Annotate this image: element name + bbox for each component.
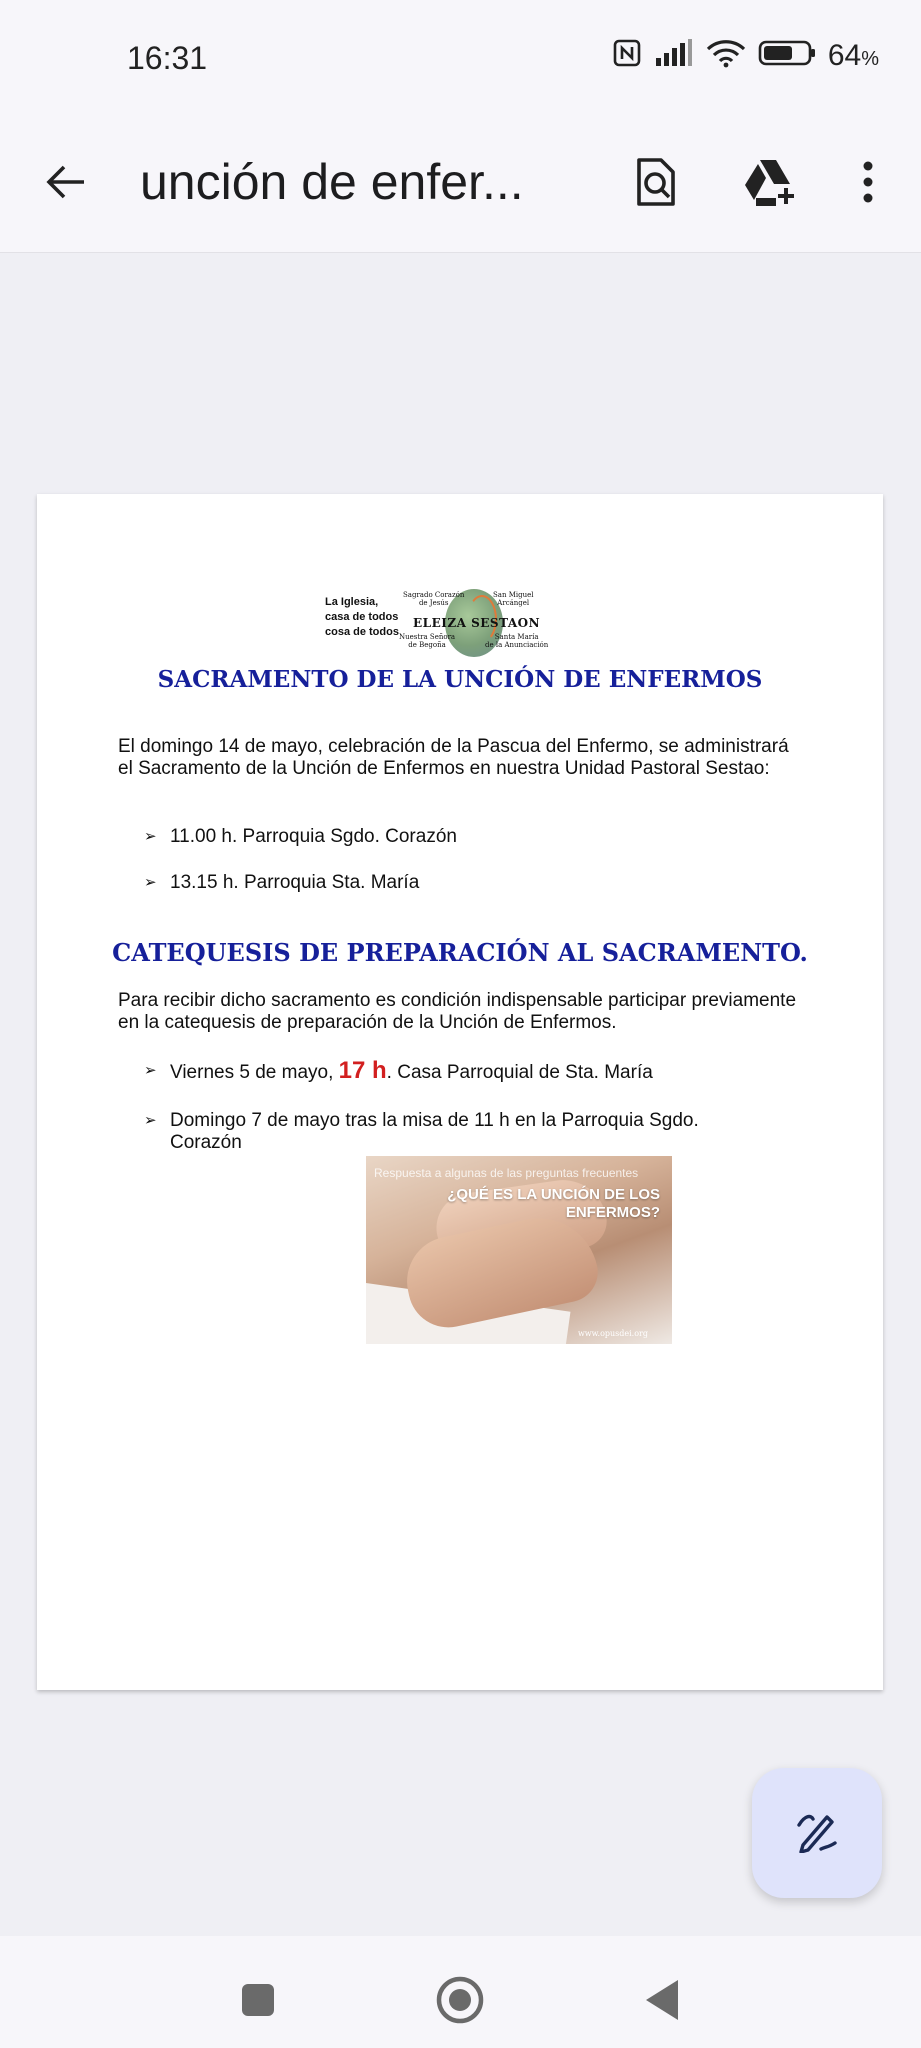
- status-icons: [612, 38, 879, 73]
- wifi-icon: [706, 38, 746, 73]
- bullet-arrow-icon: ➢: [144, 1112, 157, 1129]
- app-bar: [0, 120, 921, 253]
- logo-name: ELEIZA SESTAON: [413, 616, 541, 630]
- back-nav-button[interactable]: [632, 1972, 692, 2032]
- logo-bl: Nuestra Señora de Begoña: [399, 633, 456, 649]
- hands-photo: [366, 1156, 672, 1344]
- save-to-drive-button[interactable]: [738, 144, 802, 224]
- back-button[interactable]: [38, 144, 94, 224]
- heading-catequesis: CATEQUESIS DE PREPARACIÓN AL SACRAMENTO.: [112, 938, 808, 967]
- photo-subtitle: Respuesta a algunas de las preguntas frecuentes: [374, 1166, 639, 1180]
- more-vert-icon: [862, 160, 874, 209]
- document-title: unción de enfer...: [140, 154, 524, 210]
- bullet-arrow-icon: ➢: [144, 828, 157, 845]
- photo-title: ¿QUÉ ES LA UNCIÓN DE LOS ENFERMOS?: [447, 1186, 660, 1221]
- find-in-document-button[interactable]: [624, 144, 688, 224]
- bullet-arrow-icon: ➢: [144, 1062, 157, 1079]
- document-page[interactable]: [37, 494, 883, 1690]
- document-search-icon: [634, 157, 678, 212]
- list-item: ➢ 11.00 h. Parroquia Sgdo. Corazón: [144, 826, 457, 847]
- highlight-time: 17 h: [338, 1057, 387, 1084]
- heading-sacramento: SACRAMENTO DE LA UNCIÓN DE ENFERMOS: [157, 666, 763, 693]
- parish-logo: [325, 589, 615, 657]
- battery-icon: [758, 38, 816, 73]
- nfc-icon: [612, 38, 642, 73]
- home-icon: [435, 1975, 485, 2030]
- status-time: 16:31: [127, 40, 208, 76]
- paragraph-intro: El domingo 14 de mayo, celebración de la Pascua del Enfermo, se administrará el Sacramento de la Unción de Enfermos en nuestra Unidad Pastoral Sestao:: [118, 736, 789, 779]
- logo-tl: Sagrado Corazón de Jesús: [403, 591, 465, 607]
- annotate-button[interactable]: [752, 1768, 882, 1898]
- recents-button[interactable]: [228, 1972, 288, 2032]
- logo-slogan: La Iglesia, casa de todos cosa de todos: [325, 596, 399, 638]
- more-options-button[interactable]: [836, 144, 900, 224]
- drive-add-icon: [742, 158, 798, 211]
- logo-br: Santa María de la Anunciación: [485, 633, 549, 649]
- list-item: ➢ Domingo 7 de mayo tras la misa de 11 h en la Parroquia Sgdo. Corazón: [144, 1110, 699, 1153]
- back-arrow-icon: [44, 160, 88, 209]
- signal-icon: [654, 38, 694, 73]
- status-bar: [0, 0, 921, 120]
- back-icon: [642, 1978, 682, 2027]
- list-item: ➢ 13.15 h. Parroquia Sta. María: [144, 872, 420, 893]
- list-item: ➢ Viernes 5 de mayo, 17 h. Casa Parroquial de Sta. María: [144, 1057, 653, 1084]
- recents-icon: [240, 1982, 276, 2023]
- bullet-arrow-icon: ➢: [144, 874, 157, 891]
- battery-percent: 64%: [827, 38, 879, 72]
- logo-tr: San Miguel Arcángel: [493, 591, 534, 607]
- photo-url: www.opusdei.org: [577, 1329, 648, 1338]
- edit-annotate-icon: [795, 1809, 839, 1858]
- home-button[interactable]: [430, 1972, 490, 2032]
- navigation-bar: [0, 1936, 921, 2048]
- paragraph-catequesis: Para recibir dicho sacramento es condición indispensable participar previamente en la catequesis de preparación de la Unción de Enfermos.: [118, 990, 797, 1033]
